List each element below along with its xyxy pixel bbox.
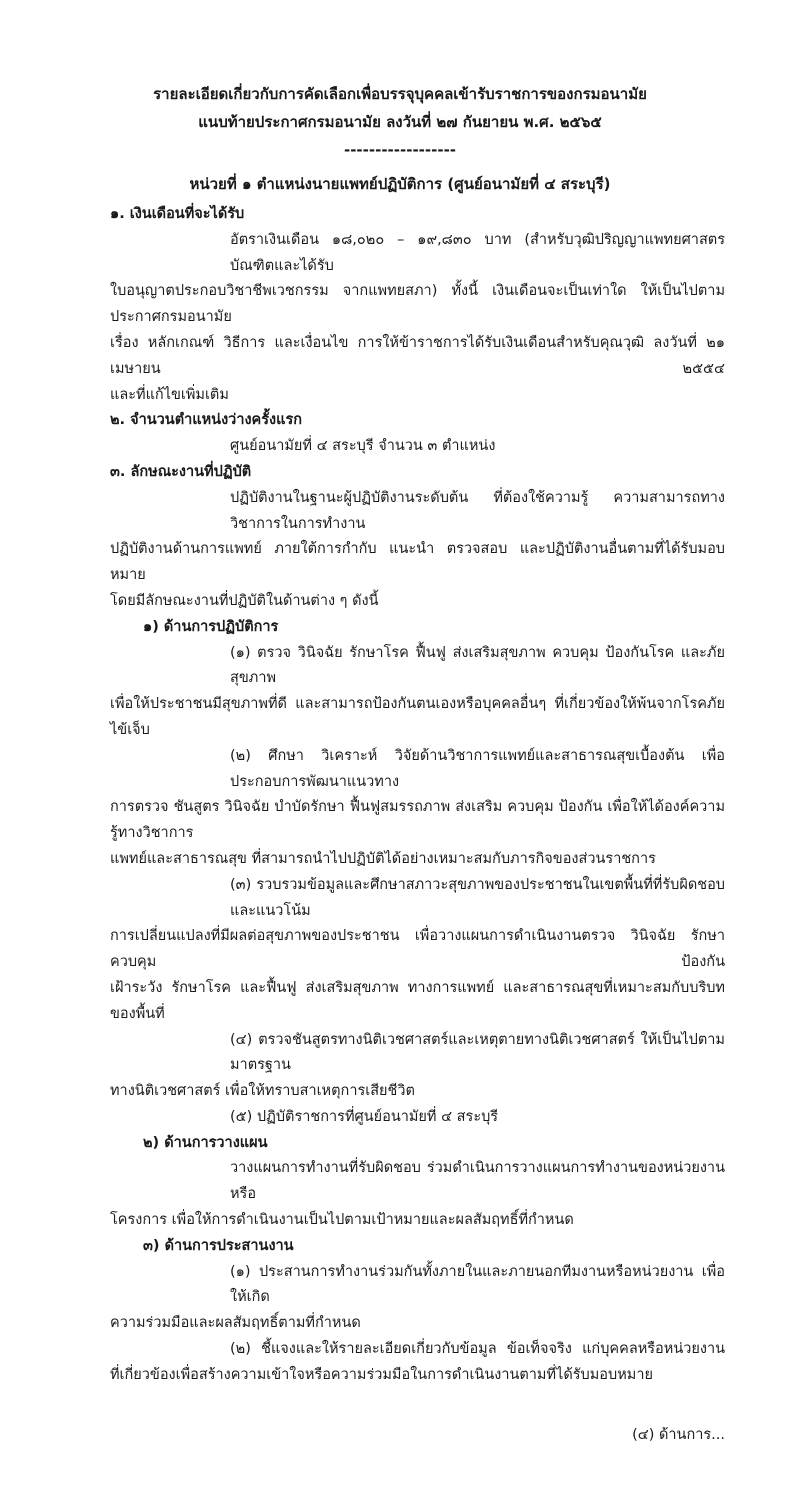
list-item-line: เฝ้าระวัง รักษาโรค และฟื้นฟู ส่งเสริมสุขภาพ ทางการแพทย์ และสาธารณสุขที่เหมาะสมกับบริบทของพื้นที่ [110,979,725,1022]
separator: ------------------ [343,141,457,159]
list-item-line: ที่เกี่ยวข้องเพื่อสร้างความเข้าใจหรือความร่วมมือในการดำเนินงานตามที่ได้รับมอบหมาย [110,1366,653,1383]
document-body [110,202,725,1389]
list-item-line: ความร่วมมือและผลสัมฤทธิ์ตามที่กำหนด [110,1315,361,1332]
paragraph-line: ปฏิบัติงานในฐานะผู้ปฏิบัติงานระดับต้น ที่ต้องใช้ความรู้ ความสามารถทางวิชาการในการทำงาน [230,489,725,532]
list-item-line: (๓) รวบรวมข้อมูลและศึกษาสภาวะสุขภาพของประชาชนในเขตพื้นที่ที่รับผิดชอบ และแนวโน้ม [230,876,725,919]
paragraph-line: และที่แก้ไขเพิ่มเติม [110,386,229,403]
list-item-line: การเปลี่ยนแปลงที่มีผลต่อสุขภาพของประชาชน เพื่อวางแผนการดำเนินงานตรวจ วินิจฉัย รักษา ควบคุม ป้องกัน [110,928,725,971]
unit-heading: หน่วยที่ ๑ ตำแหน่งนายแพทย์ปฏิบัติการ (ศูนย์อนามัยที่ ๔ สระบุรี) [189,175,611,193]
section-2-heading: ๒. จำนวนตำแหน่งว่างครั้งแรก [110,412,303,429]
list-item-line: (๒) ชี้แจงและให้รายละเอียดเกี่ยวกับข้อมูล ข้อเท็จจริง แก่บุคคลหรือหน่วยงาน [230,1341,725,1358]
paragraph-line: โดยมีลักษณะงานที่ปฏิบัติในด้านต่าง ๆ ดังนี้ [110,592,379,609]
list-item-line: (๒) ศึกษา วิเคราะห์ วิจัยด้านวิชาการแพทย์และสาธารณสุขเบื้องต้น เพื่อประกอบการพัฒนาแนวทาง [230,747,725,790]
paragraph-line: โครงการ เพื่อให้การดำเนินงานเป็นไปตามเป้าหมายและผลสัมฤทธิ์ที่กำหนด [110,1212,574,1229]
paragraph-line: เรื่อง หลักเกณฑ์ วิธีการ และเงื่อนไข การให้ข้าราชการได้รับเงินเดือนสำหรับคุณวุฒิ ลงวันที่ ๒๑ เมษายน ๒๕๕๔ [110,334,725,377]
section-3-heading: ๓. ลักษณะงานที่ปฏิบัติ [110,463,252,480]
list-item-line: ทางนิติเวชศาสตร์ เพื่อให้ทราบสาเหตุการเสียชีวิต [110,1083,415,1100]
list-item-line: (๑) ประสานการทำงานร่วมกันทั้งภายในและภายนอกทีมงานหรือหน่วยงาน เพื่อให้เกิด [230,1263,725,1306]
list-item-line: เพื่อให้ประชาชนมีสุขภาพที่ดี และสามารถป้องกันตนเองหรือบุคคลอื่นๆ ที่เกี่ยวข้องให้พ้นจากโรคภัยไข้เจ็บ [110,696,725,738]
list-item-line: (๕) ปฏิบัติราชการที่ศูนย์อนามัยที่ ๔ สระบุรี [230,1108,499,1125]
paragraph-line: ศูนย์อนามัยที่ ๔ สระบุรี จำนวน ๓ ตำแหน่ง [230,438,496,455]
section-1-heading: ๑. เงินเดือนที่จะได้รับ [110,206,245,222]
list-item-line: (๑) ตรวจ วินิจฉัย รักษาโรค ฟื้นฟู ส่งเสริมสุขภาพ ควบคุม ป้องกันโรค และภัยสุขภาพ [230,644,725,687]
subsection-operations-heading: ๑) ด้านการปฏิบัติการ [143,618,279,635]
continuation-note: (๔) ด้านการ... [632,1426,725,1443]
list-item-line: แพทย์และสาธารณสุข ที่สามารถนำไปปฏิบัติได้อย่างเหมาะสมกับภารกิจของส่วนราชการ [110,850,656,867]
document-title: รายละเอียดเกี่ยวกับการคัดเลือกเพื่อบรรจุบุคคลเข้ารับราชการของกรมอนามัย [153,85,647,103]
list-item-line: การตรวจ ชันสูตร วินิจฉัย บำบัดรักษา ฟื้นฟูสมรรถภาพ ส่งเสริม ควบคุม ป้องกัน เพื่อให้ได้องค์ความรู้ทางวิชาการ [110,799,725,842]
paragraph-line: อัตราเงินเดือน ๑๘,๐๒๐ – ๑๙,๘๓๐ บาท (สำหรับวุฒิปริญญาแพทยศาสตรบัณฑิตและได้รับ [230,231,725,274]
subsection-planning-heading: ๒) ด้านการวางแผน [143,1134,268,1151]
paragraph-line: ปฏิบัติงานด้านการแพทย์ ภายใต้การกำกับ แนะนำ ตรวจสอบ และปฏิบัติงานอื่นตามที่ได้รับมอบหมาย [110,541,725,584]
list-item-line: (๔) ตรวจชันสูตรทางนิติเวชศาสตร์และเหตุตายทางนิติเวชศาสตร์ ให้เป็นไปตามมาตรฐาน [230,1031,725,1074]
paragraph-line: วางแผนการทำงานที่รับผิดชอบ ร่วมดำเนินการวางแผนการทำงานของหน่วยงานหรือ [230,1160,725,1203]
document-subtitle: แนบท้ายประกาศกรมอนามัย ลงวันที่ ๒๗ กันยายน พ.ศ. ๒๕๖๕ [198,113,602,131]
subsection-coordination-heading: ๓) ด้านการประสานงาน [143,1237,294,1254]
paragraph-line: ใบอนุญาตประกอบวิชาชีพเวชกรรม จากแพทยสภา) ทั้งนี้ เงินเดือนจะเป็นเท่าใด ให้เป็นไปตามประกาศกรมอนามัย [110,283,725,326]
